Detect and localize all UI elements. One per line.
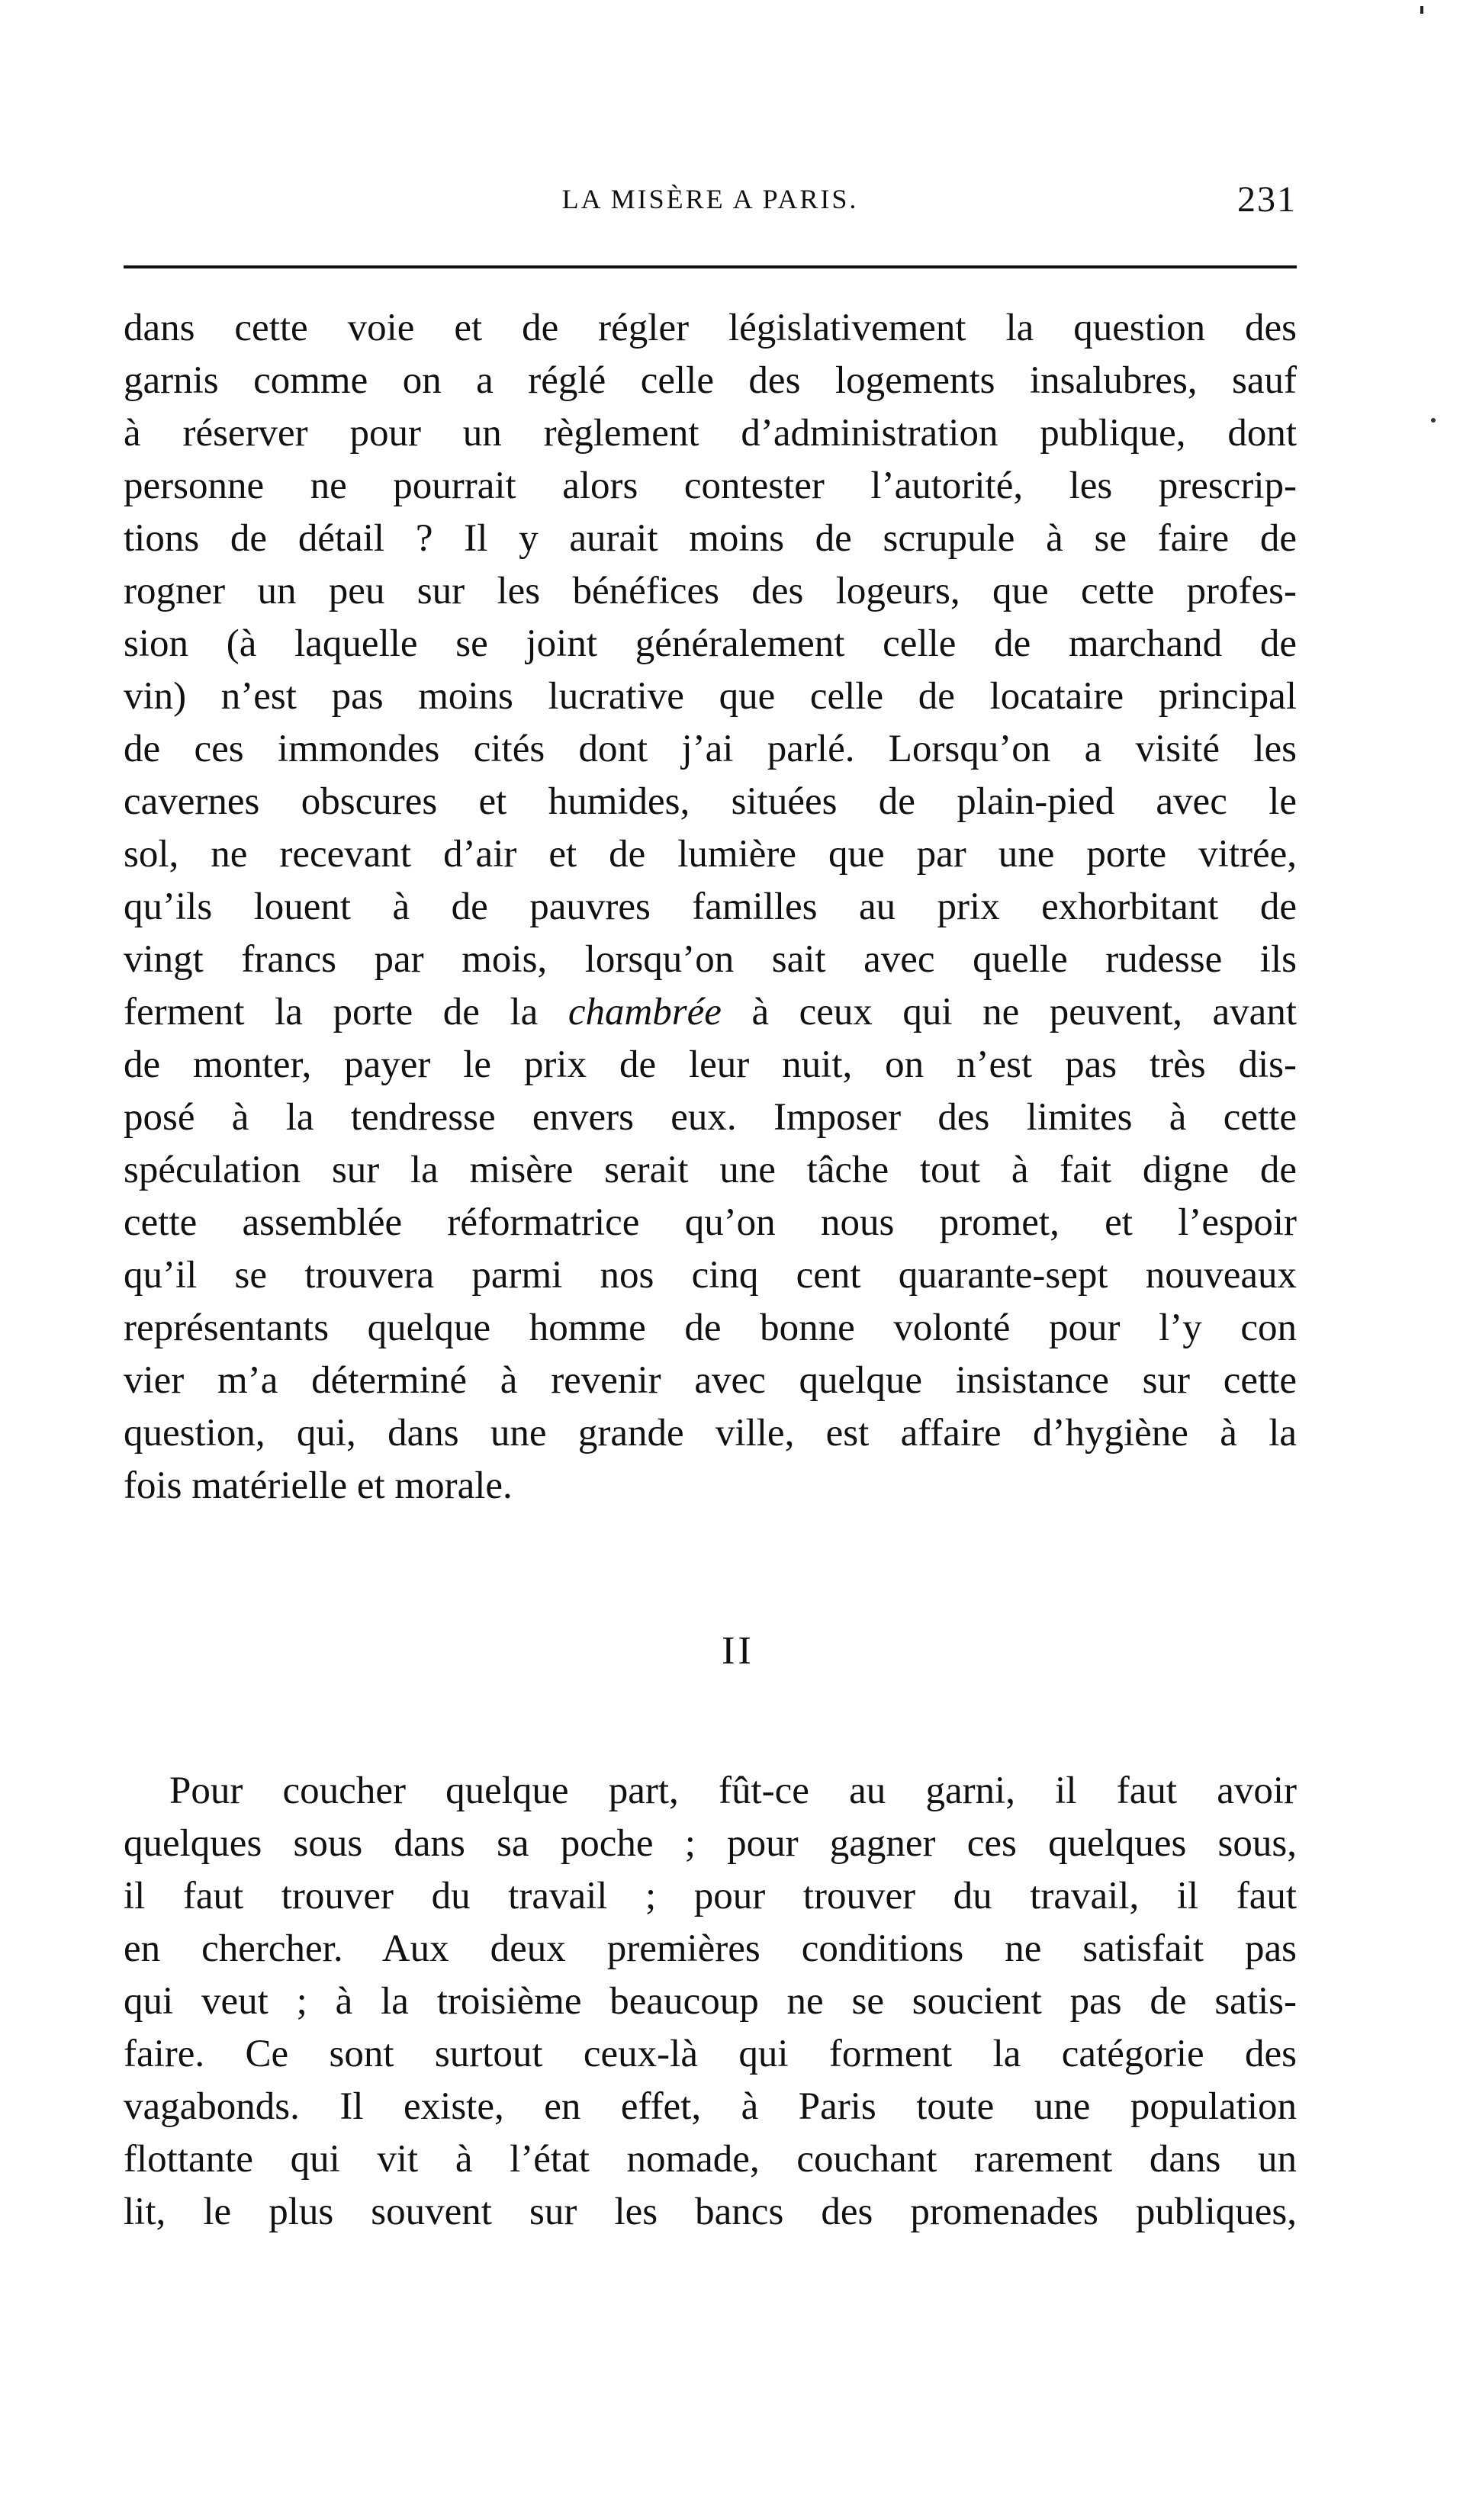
text-line: spéculation sur la misère serait une tâche tout à fait digne de — [124, 1149, 1297, 1191]
text-line: cette assemblée réformatrice qu’on nous promet, et l’espoir — [124, 1201, 1297, 1244]
page-number: 231 — [1237, 179, 1297, 220]
page-header — [124, 179, 1297, 236]
section-heading: II — [722, 1629, 754, 1673]
text-segment: à ceux qui ne peuvent, avant — [721, 991, 1297, 1033]
text-line: il faut trouver du travail ; pour trouver du travail, il faut — [124, 1875, 1297, 1917]
running-title: LA MISÈRE A PARIS. — [561, 184, 859, 214]
header-rule — [124, 265, 1297, 268]
text-line: sion (à laquelle se joint généralement celle de marchand de — [124, 622, 1297, 665]
text-line: vingt francs par mois, lorsqu’on sait avec quelle rudesse ils — [124, 938, 1297, 981]
scan-speck-right-margin — [1431, 418, 1436, 423]
italic-word: chambrée — [568, 991, 722, 1033]
text-line: rogner un peu sur les bénéfices des logeurs, que cette profes- — [124, 570, 1297, 612]
scan-speck-top-right — [1420, 6, 1423, 14]
text-line: flottante qui vit à l’état nomade, couchant rarement dans un — [124, 2138, 1297, 2181]
text-line: cavernes obscures et humides, situées de plain-pied avec le — [124, 780, 1297, 823]
text-line: qu’ils louent à de pauvres familles au prix exhorbitant de — [124, 886, 1297, 928]
text-line: Pour coucher quelque part, fût-ce au garni, il faut avoir — [169, 1769, 1297, 1812]
text-line: sol, ne recevant d’air et de lumière que par une porte vitrée, — [124, 833, 1297, 876]
text-line: qu’il se trouvera parmi nos cinq cent quarante-sept nouveaux — [124, 1254, 1297, 1297]
text-line: représentants quelque homme de bonne volonté pour l’y con — [124, 1307, 1297, 1349]
text-line: question, qui, dans une grande ville, est affaire d’hygiène à la — [124, 1412, 1297, 1454]
text-line-with-italic — [124, 989, 1297, 1035]
text-line: en chercher. Aux deux premières conditions ne satisfait pas — [124, 1927, 1297, 1970]
text-line: de ces immondes cités dont j’ai parlé. Lorsqu’on a visité les — [124, 728, 1297, 770]
text-line: fois matérielle et morale. — [124, 1464, 513, 1507]
text-line: dans cette voie et de régler législativement la question des — [124, 307, 1297, 349]
text-line: de monter, payer le prix de leur nuit, on n’est pas très dis- — [124, 1043, 1297, 1086]
text-line: tions de détail ? Il y aurait moins de scrupule à se faire de — [124, 517, 1297, 560]
text-line: vin) n’est pas moins lucrative que celle de locataire principal — [124, 675, 1297, 718]
text-line: posé à la tendresse envers eux. Imposer des limites à cette — [124, 1096, 1297, 1139]
text-line: garnis comme on a réglé celle des logements insalubres, sauf — [124, 359, 1297, 402]
text-line: vagabonds. Il existe, en effet, à Paris toute une population — [124, 2085, 1297, 2128]
text-line: qui veut ; à la troisième beaucoup ne se soucient pas de satis- — [124, 1980, 1297, 2023]
text-line: personne ne pourrait alors contester l’autorité, les prescrip- — [124, 464, 1297, 507]
text-line: lit, le plus souvent sur les bancs des promenades publiques, — [124, 2191, 1297, 2233]
text-line: vier m’a déterminé à revenir avec quelque insistance sur cette — [124, 1359, 1297, 1402]
text-line: quelques sous dans sa poche ; pour gagner ces quelques sous, — [124, 1822, 1297, 1865]
text-line: faire. Ce sont surtout ceux-là qui forment la catégorie des — [124, 2033, 1297, 2075]
text-line: à réserver pour un règlement d’administration publique, dont — [124, 412, 1297, 455]
text-segment: ferment la porte de la — [124, 991, 568, 1033]
